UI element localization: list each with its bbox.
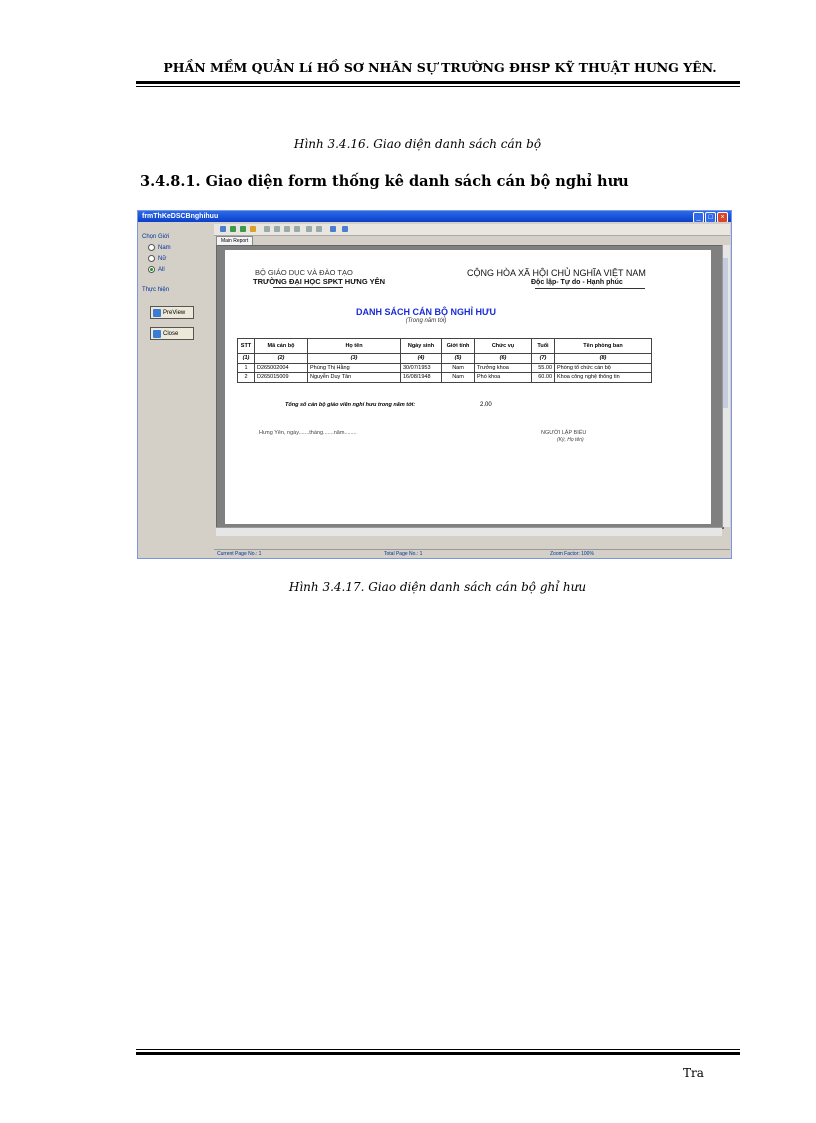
table-row: [238, 363, 652, 373]
university-underline: [273, 287, 343, 288]
cell-age: 60.00: [532, 373, 555, 383]
tree-toggle-icon[interactable]: [250, 226, 256, 232]
col-number: (7): [532, 354, 555, 364]
app-window-screenshot: [137, 210, 732, 559]
current-page-status: Current Page No.: 1: [217, 551, 262, 557]
radio-nu-label: Nữ: [158, 255, 167, 262]
cell-stt: 2: [238, 373, 255, 383]
cell-department: Khoa công nghệ thông tin: [555, 373, 652, 383]
col-header: STT: [238, 339, 255, 354]
col-header: Tuổi: [532, 339, 555, 354]
col-header: Giới tính: [442, 339, 475, 354]
action-label: Thực hiện: [142, 287, 170, 293]
figure-caption: Hình 3.4.17. Giao diện danh sách cán bộ ghỉ hưu: [288, 580, 587, 594]
footer-rule-thick: [136, 1052, 740, 1055]
close-button-label: Close: [163, 330, 179, 337]
radio-icon: [148, 255, 155, 262]
page-header: PHẦN MỀM QUẢN Lí HỒ SƠ NHÂN SỰ TRƯỜNG ĐHSP KỸ THUẬT HƯNG YÊN.: [163, 60, 717, 75]
report-page: [225, 250, 711, 524]
vertical-scroll-thumb[interactable]: [723, 258, 728, 408]
window-titlebar: [138, 211, 731, 222]
maximize-button[interactable]: □: [705, 212, 716, 223]
zoom-status: Zoom Factor: 100%: [550, 551, 594, 557]
close-button[interactable]: [150, 327, 194, 340]
motto-underline: [535, 288, 645, 289]
cell-position: Phó khoa: [475, 373, 532, 383]
table-row: [238, 373, 652, 383]
signer-title: NGƯỜI LẬP BIỂU: [541, 430, 587, 436]
place-date: Hưng Yên, ngày.......tháng.......năm........: [259, 430, 357, 436]
cell-gender: Nam: [442, 373, 475, 383]
col-number: (6): [475, 354, 532, 364]
total-page-status: Total Page No.: 1: [384, 551, 423, 557]
col-number: (5): [442, 354, 475, 364]
tab-main-report[interactable]: Main Report: [216, 236, 253, 246]
goto-page-icon[interactable]: [306, 226, 312, 232]
report-canvas: [216, 245, 724, 529]
cell-dob: 30/07/1953: [401, 363, 442, 373]
prev-page-icon[interactable]: [274, 226, 280, 232]
total-label: Tổng số cán bộ giáo viên nghỉ hưu trong năm tới:: [285, 402, 416, 408]
radio-nu[interactable]: [148, 255, 166, 262]
window-title: frmThKeDSCBnghihuu: [142, 213, 219, 220]
section-heading: 3.4.8.1. Giao diện form thống kê danh sách cán bộ nghỉ hưu: [140, 173, 629, 190]
search-icon[interactable]: [330, 226, 336, 232]
close-window-button[interactable]: ×: [717, 212, 728, 223]
cell-stt: 1: [238, 363, 255, 373]
first-page-icon[interactable]: [264, 226, 270, 232]
cell-position: Trưởng khoa: [475, 363, 532, 373]
last-page-icon[interactable]: [294, 226, 300, 232]
report-title: DANH SÁCH CÁN BỘ NGHỈ HƯU: [356, 307, 496, 317]
header-rule-thin: [136, 86, 740, 87]
republic-name: CỘNG HÒA XÃ HỘI CHỦ NGHĨA VIỆT NAM: [467, 268, 646, 278]
radio-nam[interactable]: [148, 244, 171, 251]
cell-id: D265002004: [255, 363, 308, 373]
report-viewer: [214, 222, 730, 558]
viewer-toolbar: [214, 224, 730, 236]
cell-name: Phùng Thị Hằng: [308, 363, 401, 373]
university-name: TRƯỜNG ĐẠI HỌC SPKT HƯNG YÊN: [253, 277, 386, 286]
col-number: (2): [255, 354, 308, 364]
gender-choice-label: Chọn Giới: [142, 234, 170, 240]
print-icon[interactable]: [230, 226, 236, 232]
preview-icon: [153, 309, 161, 317]
retiree-table: [237, 338, 652, 383]
close-icon: [153, 330, 161, 338]
cell-age: 55.00: [532, 363, 555, 373]
refresh-icon[interactable]: [240, 226, 246, 232]
motto: Độc lập- Tự do - Hạnh phúc: [531, 279, 623, 286]
stop-icon[interactable]: [316, 226, 322, 232]
col-header: Mã cán bộ: [255, 339, 308, 354]
minimize-button[interactable]: _: [693, 212, 704, 223]
radio-all-label: All: [158, 266, 165, 273]
radio-checked-icon: [148, 266, 155, 273]
export-icon[interactable]: [220, 226, 226, 232]
col-header: Chức vụ: [475, 339, 532, 354]
page-label: Tra: [683, 1066, 704, 1080]
col-header: Ngày sinh: [401, 339, 442, 354]
horizontal-scrollbar[interactable]: [216, 527, 722, 536]
cell-id: D265015009: [255, 373, 308, 383]
header-rule-thick: [136, 81, 740, 84]
preview-button[interactable]: [150, 306, 194, 319]
signer-note: (Ký, Họ tên): [557, 437, 584, 443]
radio-nam-label: Nam: [158, 244, 171, 251]
status-bar: [214, 549, 730, 559]
cell-name: Nguyễn Duy Tân: [308, 373, 401, 383]
filter-panel: [138, 222, 212, 558]
cell-dob: 16/08/1948: [401, 373, 442, 383]
col-number: (1): [238, 354, 255, 364]
col-number: (8): [555, 354, 652, 364]
col-number: (4): [401, 354, 442, 364]
cell-department: Phòng tổ chức cán bộ: [555, 363, 652, 373]
preview-button-label: PreView: [163, 309, 186, 316]
report-subtitle: (Trong năm tới): [405, 318, 447, 324]
ministry-name: BỘ GIÁO DỤC VÀ ĐÀO TẠO: [255, 268, 353, 277]
zoom-icon[interactable]: [342, 226, 348, 232]
next-page-icon[interactable]: [284, 226, 290, 232]
radio-icon: [148, 244, 155, 251]
radio-all[interactable]: [148, 266, 165, 273]
footer-rule-thin: [136, 1049, 740, 1050]
col-header: Tên phòng ban: [555, 339, 652, 354]
col-number: (3): [308, 354, 401, 364]
cell-gender: Nam: [442, 363, 475, 373]
figure-caption-prev: Hình 3.4.16. Giao diện danh sách cán bộ: [293, 137, 542, 151]
col-header: Họ tên: [308, 339, 401, 354]
total-value: 2.00: [480, 402, 492, 408]
